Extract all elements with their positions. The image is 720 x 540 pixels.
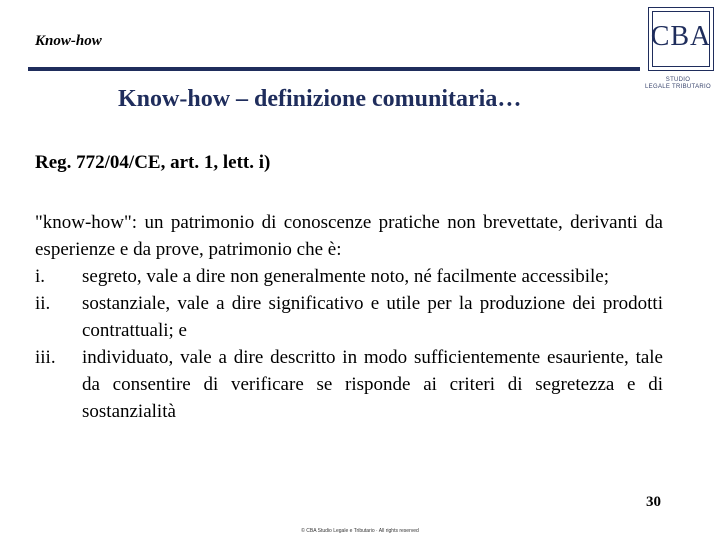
header-divider (28, 67, 640, 71)
logo-text: CBA (650, 21, 712, 52)
legal-reference: Reg. 772/04/CE, art. 1, lett. i) (35, 152, 271, 173)
slide-title: Know-how – definizione comunitaria… (118, 86, 522, 112)
list-item (35, 290, 663, 344)
definition-list (35, 263, 663, 425)
list-marker: ii. (35, 293, 51, 314)
definition-intro: "know-how": un patrimonio di conoscenze pratiche non brevettate, derivanti da esperienze e da prove, patrimonio che è: (35, 212, 663, 260)
list-item-text: segreto, vale a dire non generalmente noto, né facilmente accessibile; (82, 266, 610, 287)
slide-body (35, 209, 663, 425)
list-item (35, 344, 663, 425)
list-marker: iii. (35, 347, 56, 368)
list-marker: i. (35, 266, 46, 287)
cba-logo (648, 7, 714, 71)
copyright-footer: © CBA Studio Legale e Tributario · All rights reserved (301, 528, 419, 534)
page-number: 30 (646, 494, 661, 510)
list-item-text: sostanziale, vale a dire significativo e utile per la produzione dei prodotti contrattuali; e (82, 293, 663, 341)
list-item-text: individuato, vale a dire descritto in modo sufficientemente esauriente, tale da consentire di verificare se risponde ai criteri di segretezza e di sostanzialità (82, 347, 663, 422)
logo-subtitle-line2: LEGALE TRIBUTARIO (645, 84, 711, 90)
logo-subtitle (638, 77, 718, 91)
logo-subtitle-line1: STUDIO (665, 77, 691, 83)
list-item (35, 263, 663, 290)
header-label: Know-how (35, 33, 102, 49)
